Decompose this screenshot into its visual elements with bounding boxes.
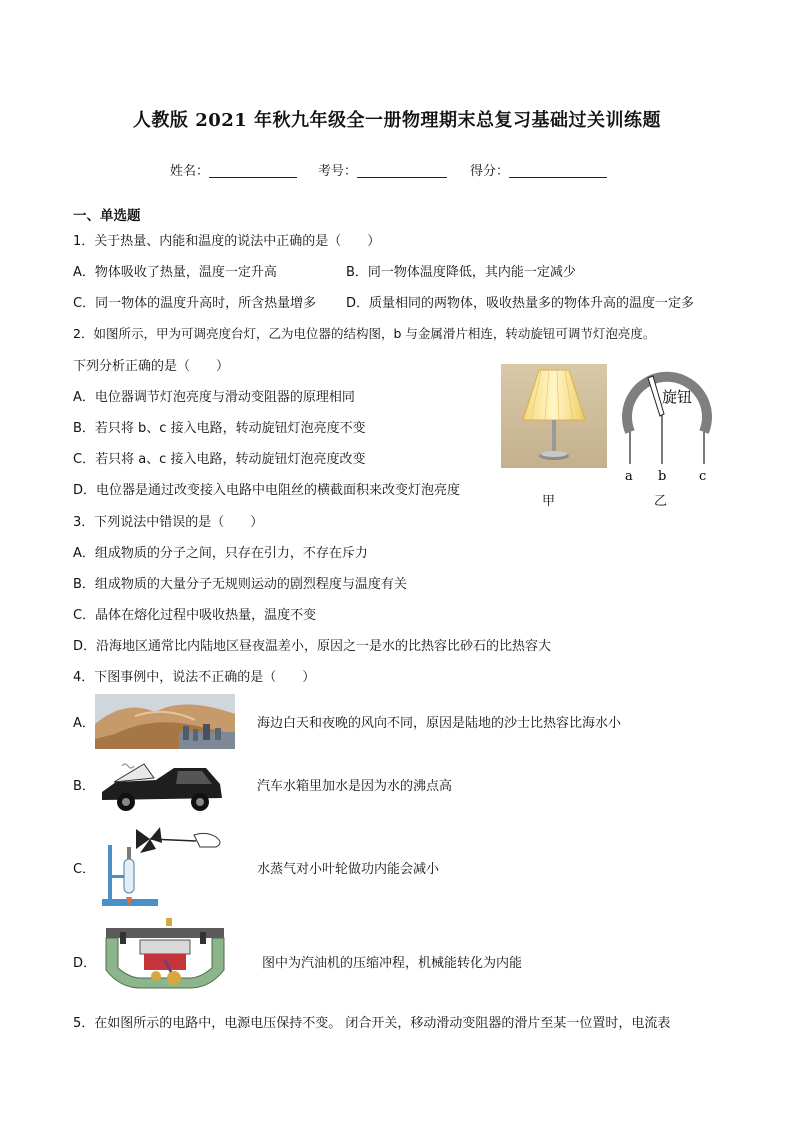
q4-option-d-text: 图中为汽油机的压缩冲程，机械能转化为内能 bbox=[262, 956, 523, 971]
section-title: 一、单选题 bbox=[73, 208, 141, 224]
terminal-b-label: b bbox=[658, 469, 667, 484]
q3-option-b[interactable]: B．组成物质的大量分子无规则运动的剧烈程度与温度有关 bbox=[73, 577, 407, 592]
q3-option-c[interactable]: C．晶体在熔化过程中吸收热量，温度不变 bbox=[73, 608, 317, 623]
score-field[interactable] bbox=[470, 160, 607, 179]
figure-label-jia: 甲 bbox=[542, 494, 556, 509]
q2-option-c[interactable]: C．若只将 a、c 接入电路，转动旋钮灯泡亮度改变 bbox=[73, 452, 366, 467]
terminal-a-label: a bbox=[625, 469, 633, 484]
seaside-desert-image bbox=[95, 694, 235, 749]
terminal-c-label: c bbox=[699, 469, 707, 484]
exam-number-field[interactable] bbox=[318, 160, 447, 179]
q1-option-a[interactable]: A．物体吸收了热量，温度一定升高 bbox=[73, 265, 277, 280]
q4-option-d-letter[interactable]: D． bbox=[73, 956, 97, 971]
potentiometer-diagram bbox=[612, 362, 722, 492]
name-field[interactable] bbox=[170, 160, 297, 179]
q4-option-c-letter[interactable]: C． bbox=[73, 862, 96, 877]
q2-option-a[interactable]: A．电位器调节灯泡亮度与滑动变阻器的原理相同 bbox=[73, 390, 355, 405]
name-label: 姓名： bbox=[170, 164, 210, 179]
q4-option-b-text: 汽车水箱里加水是因为水的沸点高 bbox=[257, 779, 453, 794]
gasoline-engine-stroke-image bbox=[100, 918, 230, 990]
q4-option-b-letter[interactable]: B． bbox=[73, 779, 95, 794]
q4-option-a-letter[interactable]: A． bbox=[73, 716, 95, 731]
lamp-photo bbox=[501, 364, 607, 468]
exam-number-blank[interactable] bbox=[357, 163, 447, 178]
q4-option-c-text: 水蒸气对小叶轮做功内能会减小 bbox=[257, 862, 440, 877]
exam-number-label: 考号： bbox=[318, 164, 358, 179]
name-blank[interactable] bbox=[209, 163, 297, 178]
q3-option-a[interactable]: A．组成物质的分子之间，只存在引力，不存在斥力 bbox=[73, 546, 368, 561]
figure-label-yi: 乙 bbox=[654, 494, 668, 509]
q2-stem-line1: 2．如图所示，甲为可调亮度台灯，乙为电位器的结构图，b 与金属滑片相连，转动旋钮可调节灯泡亮度。 bbox=[73, 326, 656, 341]
q1-option-b[interactable]: B．同一物体温度降低，其内能一定减少 bbox=[346, 265, 576, 280]
q1-option-c[interactable]: C．同一物体的温度升高时，所含热量增多 bbox=[73, 296, 317, 311]
q1-option-d[interactable]: D．质量相同的两物体，吸收热量多的物体升高的温度一定多 bbox=[346, 296, 695, 311]
q2-option-d[interactable]: D．电位器是通过改变接入电路中电阻丝的横截面积来改变灯泡亮度 bbox=[73, 483, 461, 498]
q5-stem: 5．在如图所示的电路中，电源电压保持不变。 闭合开关，移动滑动变阻器的滑片至某一位置时，电流表 bbox=[73, 1016, 671, 1031]
q2-stem-line2: 下列分析正确的是（ ） bbox=[73, 359, 230, 374]
q1-stem: 1．关于热量、内能和温度的说法中正确的是（ ） bbox=[73, 234, 381, 249]
q3-stem: 3．下列说法中错误的是（ ） bbox=[73, 515, 264, 530]
q4-stem: 4．下图事例中，说法不正确的是（ ） bbox=[73, 670, 316, 685]
car-radiator-image bbox=[96, 758, 226, 813]
q2-option-b[interactable]: B．若只将 b、c 接入电路，转动旋钮灯泡亮度不变 bbox=[73, 421, 366, 436]
steam-pinwheel-apparatus-image bbox=[96, 823, 232, 909]
score-label: 得分： bbox=[470, 164, 510, 179]
knob-label: 旋钮 bbox=[662, 388, 693, 406]
q4-option-a-text: 海边白天和夜晚的风向不同，原因是陆地的沙士比热容比海水小 bbox=[257, 716, 622, 731]
q3-option-d[interactable]: D．沿海地区通常比内陆地区昼夜温差小，原因之一是水的比热容比砂石的比热容大 bbox=[73, 639, 552, 654]
score-blank[interactable] bbox=[509, 163, 607, 178]
page-title: 人教版 2021 年秋九年级全一册物理期末总复习基础过关训练题 bbox=[132, 110, 662, 131]
